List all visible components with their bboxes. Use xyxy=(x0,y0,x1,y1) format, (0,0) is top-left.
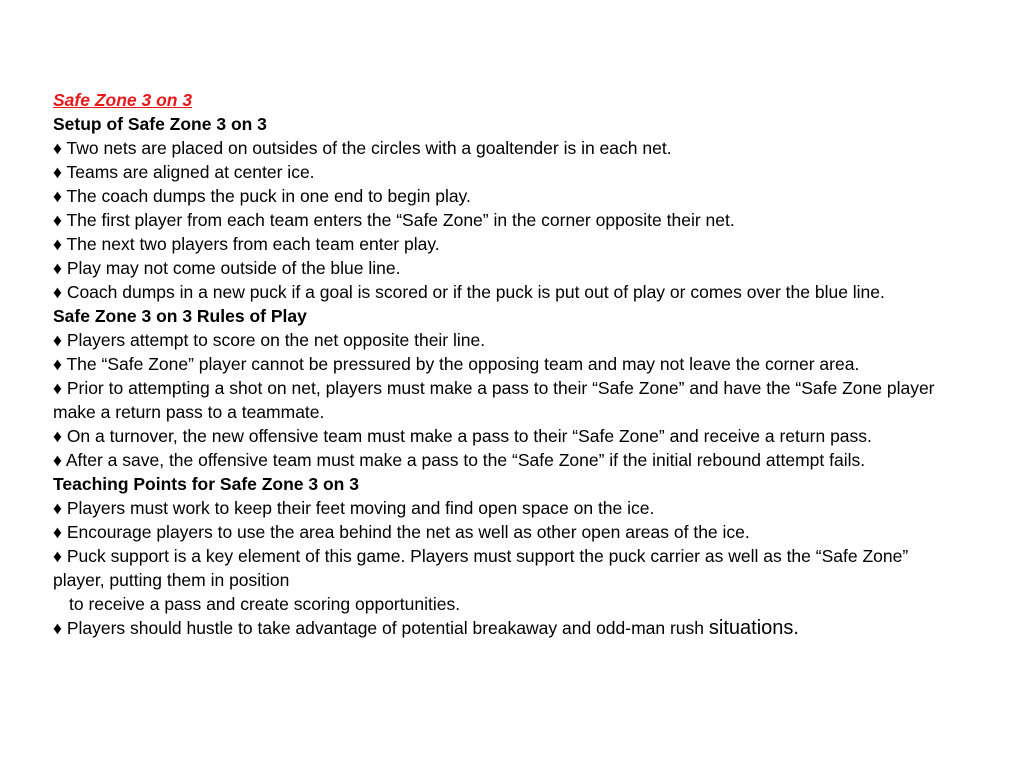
setup-item: ♦ Coach dumps in a new puck if a goal is scored or if the puck is put out of play or comes over the blue line. xyxy=(53,282,885,302)
bullet-icon: ♦ xyxy=(53,162,62,182)
bullet-icon: ♦ xyxy=(53,546,62,566)
rules-item: ♦ After a save, the offensive team must make a pass to the “Safe Zone” if the initial rebound attempt fails. xyxy=(53,450,866,470)
setup-item: ♦ The coach dumps the puck in one end to begin play. xyxy=(53,186,471,206)
bullet-icon: ♦ xyxy=(53,258,62,278)
rules-item: ♦ Players attempt to score on the net opposite their line. xyxy=(53,330,486,350)
bullet-icon: ♦ xyxy=(53,378,62,398)
teaching-item: ♦ Players should hustle to take advantage of potential breakaway and odd-man rush situations. xyxy=(53,617,799,639)
rules-heading: Safe Zone 3 on 3 Rules of Play xyxy=(53,306,307,326)
rules-item: ♦ Prior to attempting a shot on net, players must make a pass to their “Safe Zone” and have the “Safe Zone player make a return pass to a teammate. xyxy=(53,378,935,422)
teaching-heading: Teaching Points for Safe Zone 3 on 3 xyxy=(53,474,359,494)
teaching-continuation: to receive a pass and create scoring opportunities. xyxy=(69,594,461,614)
bullet-icon: ♦ xyxy=(53,354,62,374)
page-title: Safe Zone 3 on 3 xyxy=(53,90,193,110)
teaching-item: ♦ Puck support is a key element of this game. Players must support the puck carrier as well as the “Safe Zone” player, putting them in position xyxy=(53,546,909,590)
bullet-icon: ♦ xyxy=(53,330,62,350)
setup-item: ♦ Play may not come outside of the blue line. xyxy=(53,258,401,278)
bullet-icon: ♦ xyxy=(53,450,62,470)
bullet-icon: ♦ xyxy=(53,234,62,254)
rules-item: ♦ On a turnover, the new offensive team must make a pass to their “Safe Zone” and receive a return pass. xyxy=(53,426,872,446)
setup-item: ♦ The next two players from each team enter play. xyxy=(53,234,440,254)
teaching-item: ♦ Players must work to keep their feet moving and find open space on the ice. xyxy=(53,498,655,518)
rules-item: ♦ The “Safe Zone” player cannot be pressured by the opposing team and may not leave the corner area. xyxy=(53,354,860,374)
bullet-icon: ♦ xyxy=(53,186,62,206)
bullet-icon: ♦ xyxy=(53,282,62,302)
bullet-icon: ♦ xyxy=(53,426,62,446)
slide-content xyxy=(53,88,953,640)
teaching-item-tail: situations. xyxy=(708,617,799,639)
setup-item: ♦ Teams are aligned at center ice. xyxy=(53,162,315,182)
setup-item: ♦ Two nets are placed on outsides of the circles with a goaltender is in each net. xyxy=(53,138,672,158)
bullet-icon: ♦ xyxy=(53,210,62,230)
setup-heading: Setup of Safe Zone 3 on 3 xyxy=(53,114,267,134)
teaching-item: ♦ Encourage players to use the area behind the net as well as other open areas of the ice. xyxy=(53,522,750,542)
bullet-icon: ♦ xyxy=(53,138,62,158)
bullet-icon: ♦ xyxy=(53,522,62,542)
bullet-icon: ♦ xyxy=(53,618,62,638)
bullet-icon: ♦ xyxy=(53,498,62,518)
setup-item: ♦ The first player from each team enters the “Safe Zone” in the corner opposite their net. xyxy=(53,210,735,230)
